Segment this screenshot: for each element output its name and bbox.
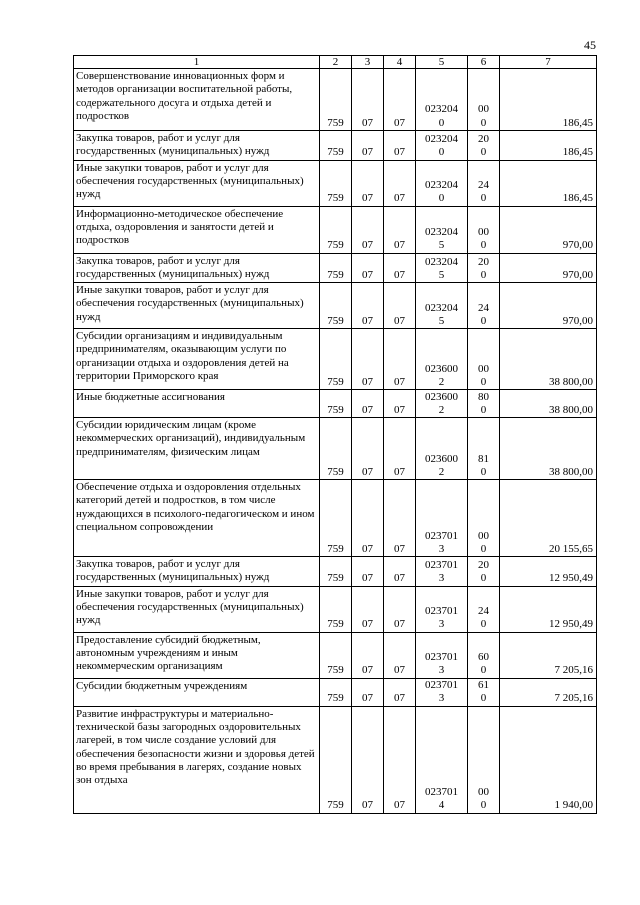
- row-col5-cell-part-2: 2: [438, 403, 445, 416]
- row-col6-cell-part-1: 24: [478, 301, 489, 314]
- row-sum-cell: 186,45: [500, 131, 597, 161]
- row-col2-cell: 759: [320, 557, 352, 587]
- row-sum-cell: 38 800,00: [500, 329, 597, 390]
- row-sum-cell: 186,45: [500, 160, 597, 206]
- row-col6-cell: [468, 329, 500, 390]
- row-sum-cell: 186,45: [500, 69, 597, 131]
- table-row: [74, 283, 597, 329]
- row-sum-cell: 970,00: [500, 206, 597, 253]
- row-col5-cell-part-2: 5: [438, 314, 445, 327]
- row-col6-cell: [468, 253, 500, 283]
- row-col6-cell-part-2: 0: [480, 618, 487, 631]
- row-col6-cell-part-2: 0: [480, 239, 487, 252]
- table-row: [74, 206, 597, 253]
- row-col2-cell: 759: [320, 253, 352, 283]
- row-col6-cell: [468, 678, 500, 706]
- row-col2-cell: 759: [320, 480, 352, 557]
- row-col5-cell-part-2: 5: [438, 268, 445, 281]
- row-col5-cell-part-1: 023701: [425, 559, 458, 572]
- column-header-5: 5: [416, 56, 468, 69]
- row-col5-cell: [416, 131, 468, 161]
- row-col5-cell-part-2: 2: [438, 465, 445, 478]
- row-col3-cell: 07: [352, 69, 384, 131]
- row-name-cell: Иные бюджетные ассигнования: [74, 390, 320, 418]
- row-col2-cell: 759: [320, 131, 352, 161]
- row-col6-cell-part-2: 0: [480, 314, 487, 327]
- row-col3-cell: 07: [352, 206, 384, 253]
- row-col5-cell-part-2: 3: [438, 692, 445, 705]
- row-col5-cell-part-2: 3: [438, 572, 445, 585]
- row-col6-cell-part-2: 0: [480, 692, 487, 705]
- row-sum-cell: 12 950,49: [500, 586, 597, 632]
- column-header-4: 4: [384, 56, 416, 69]
- row-sum-cell: 20 155,65: [500, 480, 597, 557]
- row-name-cell: Субсидии бюджетным учреждениям: [74, 678, 320, 706]
- row-col5-cell: [416, 253, 468, 283]
- row-col5-cell-part-1: 023701: [425, 529, 458, 542]
- row-col5-cell-part-2: 3: [438, 664, 445, 677]
- row-col6-cell-part-1: 81: [478, 452, 489, 465]
- table-row: [74, 480, 597, 557]
- row-col3-cell: 07: [352, 390, 384, 418]
- row-col3-cell: 07: [352, 557, 384, 587]
- row-col6-cell-part-1: 24: [478, 179, 489, 191]
- row-col5-cell: [416, 632, 468, 678]
- row-sum-cell: 970,00: [500, 283, 597, 329]
- row-col4-cell: 07: [384, 390, 416, 418]
- row-col6-cell-part-2: 0: [480, 116, 487, 129]
- column-header-2: 2: [320, 56, 352, 69]
- row-sum-cell: 1 940,00: [500, 706, 597, 813]
- row-col5-cell-part-2: 3: [438, 618, 445, 631]
- row-col6-cell-part-2: 0: [480, 268, 487, 281]
- row-col6-cell-part-1: 20: [478, 559, 489, 572]
- header-row: [74, 56, 597, 69]
- row-col2-cell: 759: [320, 418, 352, 480]
- row-col5-cell: [416, 69, 468, 131]
- column-header-6: 6: [468, 56, 500, 69]
- row-sum-cell: 12 950,49: [500, 557, 597, 587]
- row-col2-cell: 759: [320, 390, 352, 418]
- row-sum-cell: 38 800,00: [500, 390, 597, 418]
- table-row: [74, 131, 597, 161]
- row-col5-cell-part-1: 023204: [425, 255, 458, 268]
- row-col6-cell-part-2: 0: [480, 542, 487, 555]
- row-col5-cell-part-1: 023701: [425, 679, 458, 692]
- row-name-cell: Развитие инфраструктуры и материально-технической базы загородных оздоровительных лагерей, в том числе создание условий для обеспечения безопасности жизни и здоровья детей во время пребывания в лагерях, создание новых зон отдыха: [74, 706, 320, 813]
- row-col5-cell-part-1: 023204: [425, 301, 458, 314]
- row-col6-cell: [468, 706, 500, 813]
- row-col3-cell: 07: [352, 480, 384, 557]
- row-col3-cell: 07: [352, 418, 384, 480]
- row-col4-cell: 07: [384, 131, 416, 161]
- row-col5-cell-part-1: 023204: [425, 179, 458, 191]
- row-col5-cell-part-1: 023204: [425, 133, 458, 145]
- table-row: [74, 329, 597, 390]
- table-row: [74, 418, 597, 480]
- row-col3-cell: 07: [352, 586, 384, 632]
- row-col5-cell-part-2: 4: [438, 799, 445, 812]
- row-col3-cell: 07: [352, 253, 384, 283]
- row-col4-cell: 07: [384, 586, 416, 632]
- row-col2-cell: 759: [320, 586, 352, 632]
- row-col5-cell: [416, 480, 468, 557]
- row-col6-cell-part-2: 0: [480, 375, 487, 388]
- row-col6-cell-part-1: 60: [478, 651, 489, 664]
- row-sum-cell: 7 205,16: [500, 678, 597, 706]
- row-col6-cell-part-2: 0: [480, 465, 487, 478]
- row-col6-cell: [468, 390, 500, 418]
- row-col5-cell: [416, 586, 468, 632]
- row-name-cell: Предоставление субсидий бюджетным, автономным учреждениям и иным некоммерческим организациям: [74, 632, 320, 678]
- row-col5-cell: [416, 329, 468, 390]
- row-col3-cell: 07: [352, 283, 384, 329]
- row-name-cell: Закупка товаров, работ и услуг для государственных (муниципальных) нужд: [74, 253, 320, 283]
- row-name-cell: Иные закупки товаров, работ и услуг для обеспечения государственных (муниципальных) нужд: [74, 283, 320, 329]
- row-sum-cell: 7 205,16: [500, 632, 597, 678]
- row-col4-cell: 07: [384, 706, 416, 813]
- row-col4-cell: 07: [384, 557, 416, 587]
- row-name-cell: Обеспечение отдыха и оздоровления отдельных категорий детей и подростков, в том числе нуждающихся в психолого-педагогическом и ином специальном сопровождении: [74, 480, 320, 557]
- row-col6-cell-part-1: 20: [478, 255, 489, 268]
- row-col5-cell-part-1: 023701: [425, 651, 458, 664]
- row-col2-cell: 759: [320, 706, 352, 813]
- row-col3-cell: 07: [352, 131, 384, 161]
- row-col4-cell: 07: [384, 253, 416, 283]
- row-col3-cell: 07: [352, 678, 384, 706]
- row-col3-cell: 07: [352, 329, 384, 390]
- row-col2-cell: 759: [320, 206, 352, 253]
- row-name-cell: Закупка товаров, работ и услуг для государственных (муниципальных) нужд: [74, 131, 320, 161]
- table-row: [74, 253, 597, 283]
- row-col6-cell-part-2: 0: [480, 664, 487, 677]
- row-col2-cell: 759: [320, 283, 352, 329]
- table-row: [74, 160, 597, 206]
- row-col5-cell: [416, 678, 468, 706]
- table-row: [74, 557, 597, 587]
- row-col6-cell-part-1: 00: [478, 529, 489, 542]
- row-col5-cell-part-2: 0: [438, 116, 445, 129]
- row-col5-cell-part-1: 023600: [425, 452, 458, 465]
- row-col6-cell: [468, 131, 500, 161]
- row-col6-cell: [468, 69, 500, 131]
- row-name-cell: Иные закупки товаров, работ и услуг для обеспечения государственных (муниципальных) нужд: [74, 586, 320, 632]
- row-col6-cell-part-1: 20: [478, 133, 489, 145]
- row-col5-cell: [416, 206, 468, 253]
- row-col5-cell-part-1: 023600: [425, 362, 458, 375]
- row-col6-cell: [468, 206, 500, 253]
- row-col5-cell: [416, 418, 468, 480]
- row-col2-cell: 759: [320, 632, 352, 678]
- row-col2-cell: 759: [320, 160, 352, 206]
- table-row: [74, 586, 597, 632]
- row-col3-cell: 07: [352, 706, 384, 813]
- row-col6-cell-part-1: 00: [478, 103, 489, 116]
- row-name-cell: Закупка товаров, работ и услуг для государственных (муниципальных) нужд: [74, 557, 320, 587]
- table-row: [74, 69, 597, 131]
- row-col4-cell: 07: [384, 329, 416, 390]
- row-col6-cell-part-2: 0: [480, 192, 487, 205]
- row-col4-cell: 07: [384, 632, 416, 678]
- row-col3-cell: 07: [352, 632, 384, 678]
- row-name-cell: Субсидии юридическим лицам (кроме некоммерческих организаций), индивидуальным предпринимателям, физическим лицам: [74, 418, 320, 480]
- row-name-cell: Иные закупки товаров, работ и услуг для обеспечения государственных (муниципальных) нужд: [74, 160, 320, 206]
- page-number: 45: [584, 38, 596, 52]
- row-col4-cell: 07: [384, 160, 416, 206]
- row-col6-cell: [468, 283, 500, 329]
- row-col4-cell: 07: [384, 480, 416, 557]
- row-col4-cell: 07: [384, 283, 416, 329]
- row-col2-cell: 759: [320, 69, 352, 131]
- row-col6-cell: [468, 418, 500, 480]
- table-row: [74, 706, 597, 813]
- row-col6-cell-part-1: 24: [478, 605, 489, 618]
- row-col6-cell: [468, 480, 500, 557]
- table-row: [74, 632, 597, 678]
- row-col4-cell: 07: [384, 678, 416, 706]
- row-col5-cell-part-2: 5: [438, 239, 445, 252]
- row-name-cell: Совершенствование инновационных форм и методов организации воспитательной работы, содержательного досуга и отдыха детей и подростков: [74, 69, 320, 131]
- row-col4-cell: 07: [384, 206, 416, 253]
- row-col6-cell: [468, 557, 500, 587]
- row-col6-cell-part-1: 61: [478, 679, 489, 692]
- table-row: [74, 678, 597, 706]
- row-col6-cell-part-2: 0: [480, 799, 487, 812]
- row-name-cell: Субсидии организациям и индивидуальным предпринимателям, оказывающим услуги по организации отдыха и оздоровления детей на территории Приморского края: [74, 329, 320, 390]
- budget-table: [73, 55, 597, 814]
- row-col5-cell-part-1: 023600: [425, 390, 458, 403]
- row-col6-cell-part-1: 80: [478, 390, 489, 403]
- row-col6-cell-part-2: 0: [480, 146, 487, 159]
- row-col6-cell: [468, 586, 500, 632]
- row-col5-cell-part-1: 023204: [425, 226, 458, 238]
- row-name-cell: Информационно-методическое обеспечение отдыха, оздоровления и занятости детей и подростков: [74, 206, 320, 253]
- row-sum-cell: 970,00: [500, 253, 597, 283]
- row-col2-cell: 759: [320, 329, 352, 390]
- row-col4-cell: 07: [384, 69, 416, 131]
- row-col5-cell: [416, 557, 468, 587]
- row-col5-cell-part-2: 0: [438, 192, 445, 205]
- row-col6-cell: [468, 632, 500, 678]
- row-col5-cell: [416, 160, 468, 206]
- table-row: [74, 390, 597, 418]
- row-col6-cell: [468, 160, 500, 206]
- row-col2-cell: 759: [320, 678, 352, 706]
- column-header-7: 7: [500, 56, 597, 69]
- row-col5-cell-part-1: 023701: [425, 605, 458, 618]
- row-col5-cell-part-2: 3: [438, 542, 445, 555]
- row-col5-cell-part-2: 2: [438, 375, 445, 388]
- row-col5-cell-part-1: 023204: [425, 103, 458, 116]
- row-col6-cell-part-1: 00: [478, 786, 489, 799]
- row-col3-cell: 07: [352, 160, 384, 206]
- row-col5-cell: [416, 283, 468, 329]
- row-col6-cell-part-2: 0: [480, 572, 487, 585]
- row-col5-cell: [416, 390, 468, 418]
- column-header-1: 1: [74, 56, 320, 69]
- row-col6-cell-part-2: 0: [480, 403, 487, 416]
- row-col5-cell-part-2: 0: [438, 146, 445, 159]
- row-col5-cell: [416, 706, 468, 813]
- row-col6-cell-part-1: 00: [478, 362, 489, 375]
- row-col5-cell-part-1: 023701: [425, 786, 458, 799]
- row-sum-cell: 38 800,00: [500, 418, 597, 480]
- row-col6-cell-part-1: 00: [478, 226, 489, 238]
- column-header-3: 3: [352, 56, 384, 69]
- row-col4-cell: 07: [384, 418, 416, 480]
